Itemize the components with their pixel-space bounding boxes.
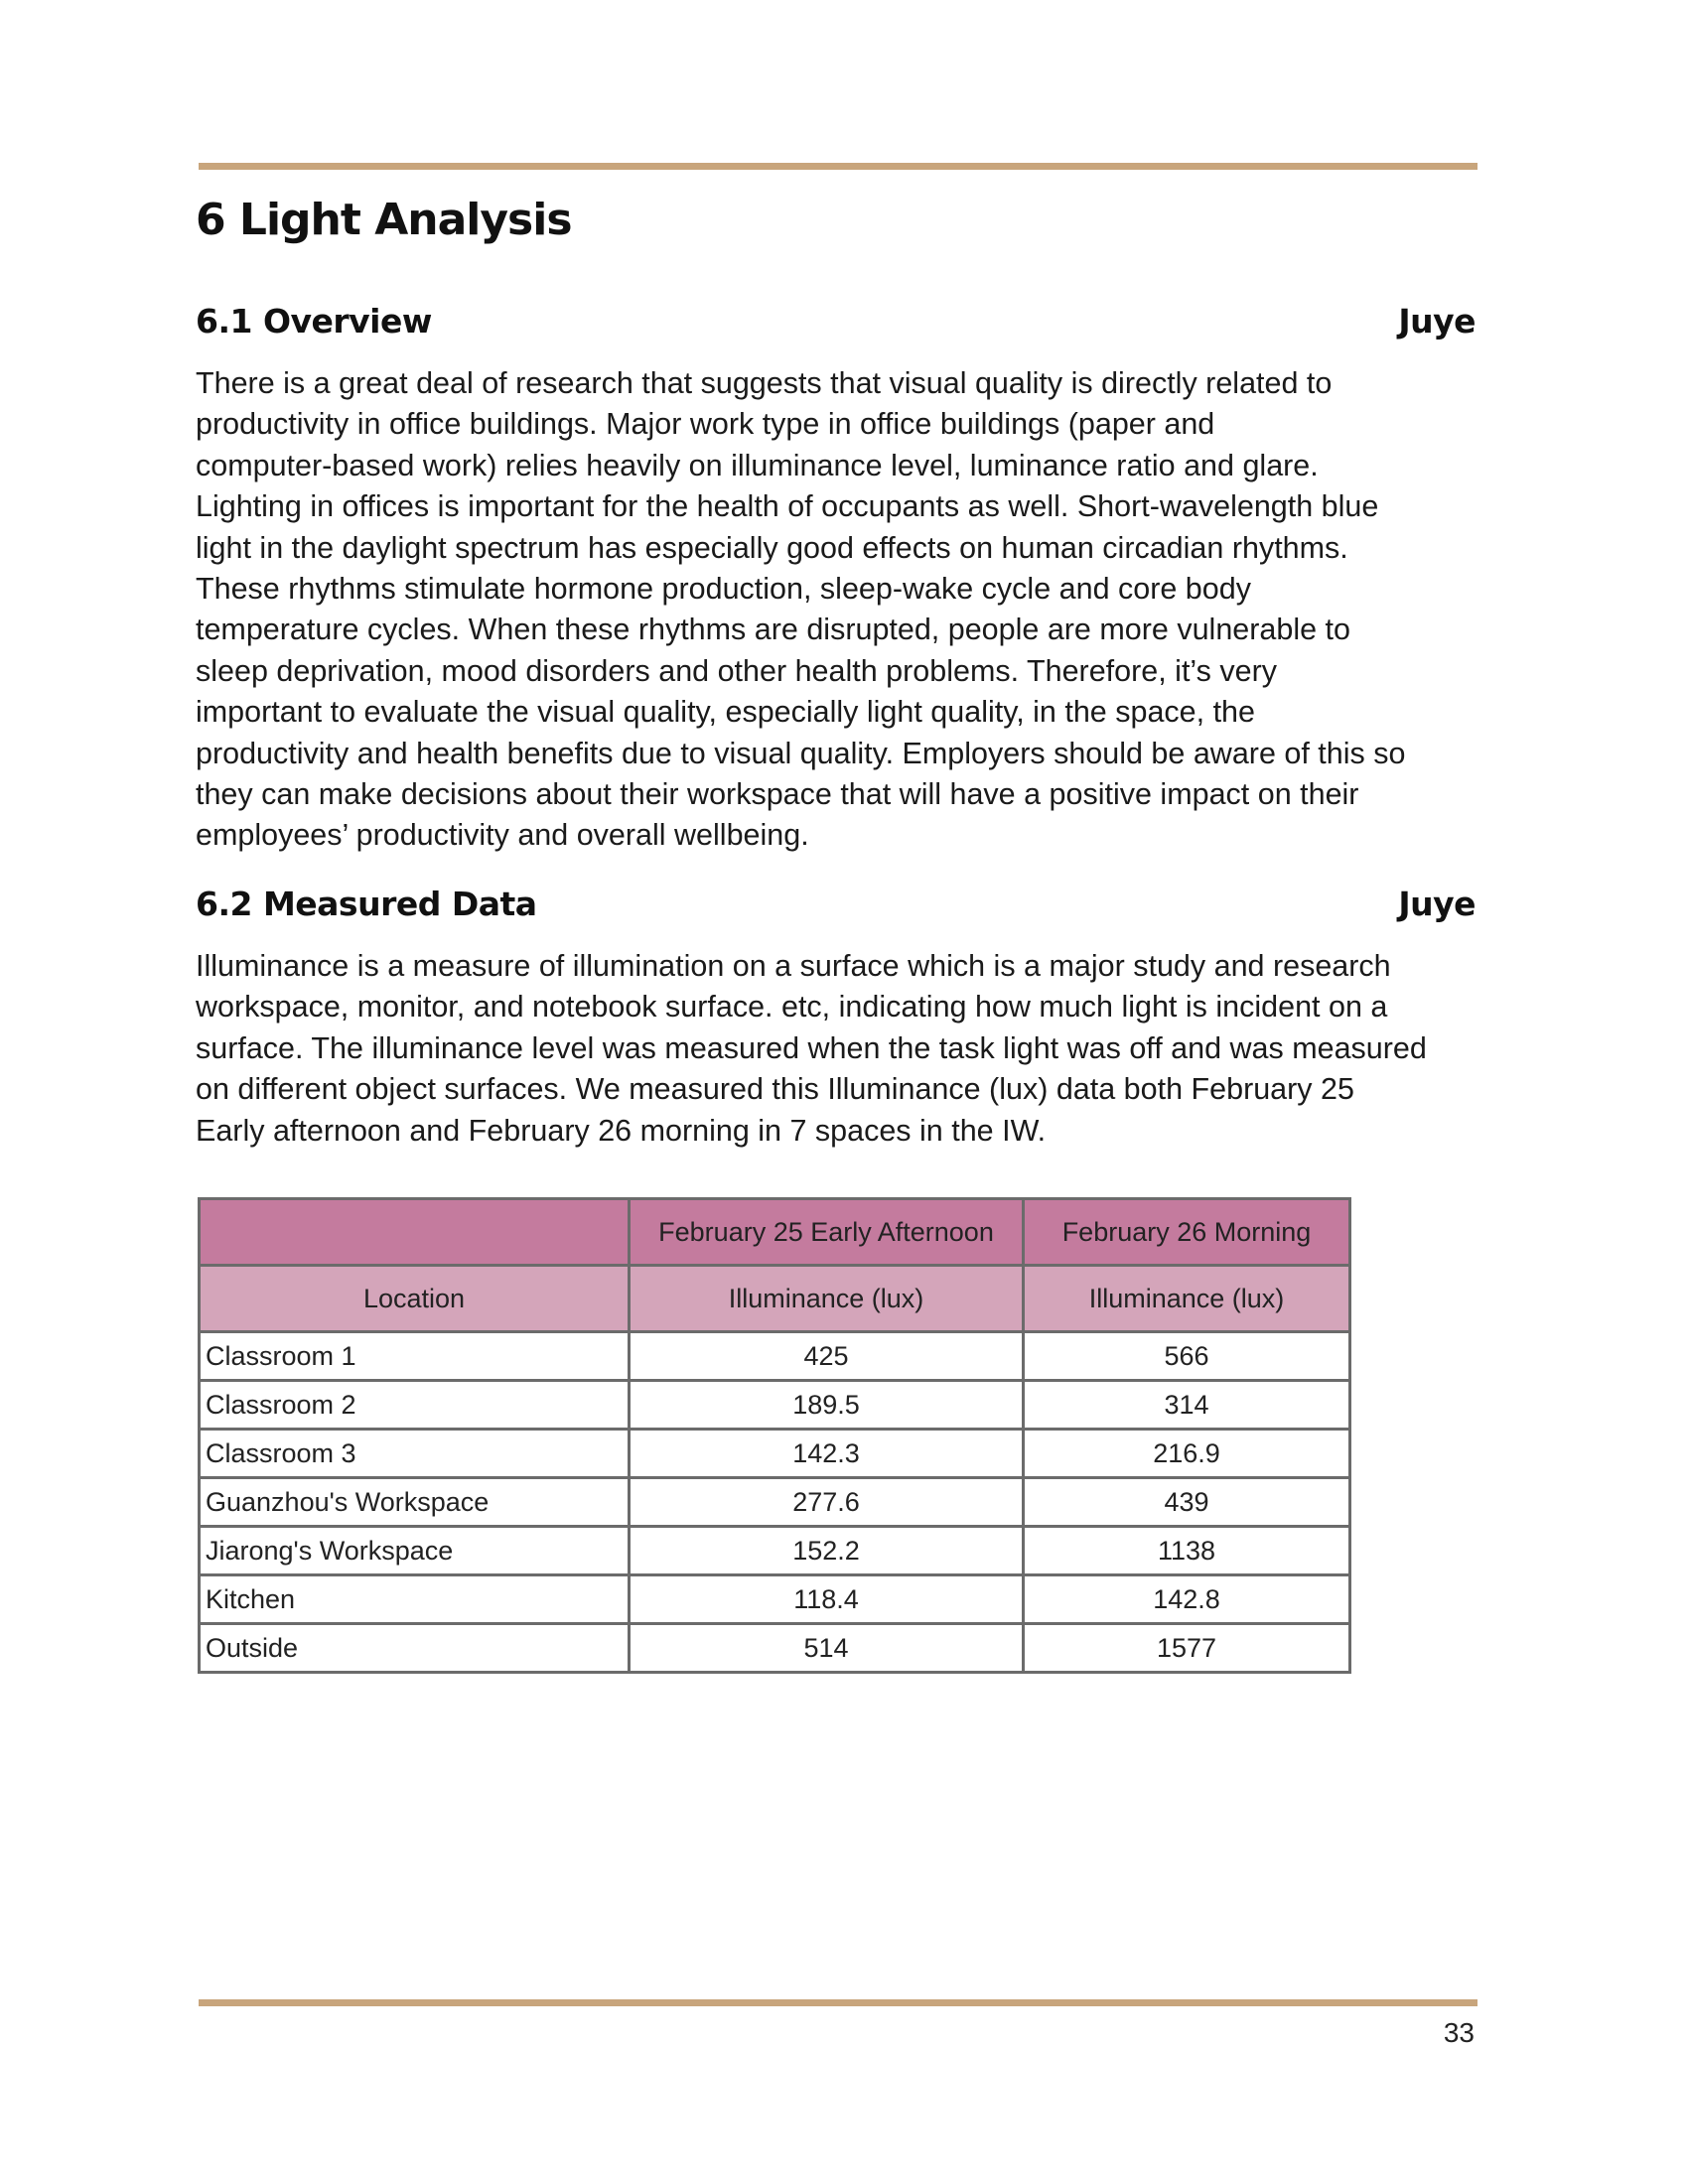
table-cell: 1138 xyxy=(1024,1527,1350,1575)
table-cell: 189.5 xyxy=(630,1381,1024,1430)
paragraph-line: sleep deprivation, mood disorders and other health problems. Therefore, it’s very xyxy=(196,653,1277,688)
table-cell: Classroom 1 xyxy=(200,1332,630,1381)
bottom-rule xyxy=(199,1999,1477,2006)
table-cell: Jiarong's Workspace xyxy=(200,1527,630,1575)
paragraph-line: surface. The illuminance level was measured when the task light was off and was measured xyxy=(196,1030,1427,1065)
paragraph-line: Illuminance is a measure of illumination on a surface which is a major study and research xyxy=(196,949,1391,983)
table-cell: 142.8 xyxy=(1024,1575,1350,1624)
table-cell: Classroom 2 xyxy=(200,1381,630,1430)
paragraph-line: Early afternoon and February 26 morning in 7 spaces in the IW. xyxy=(196,1113,1047,1148)
paragraph-line: workspace, monitor, and notebook surface. etc, indicating how much light is incident on a xyxy=(196,990,1388,1024)
paragraph-line: important to evaluate the visual quality, especially light quality, in the space, the xyxy=(196,695,1255,730)
table-header-row xyxy=(200,1266,1350,1332)
paragraph-line: There is a great deal of research that suggests that visual quality is directly related to xyxy=(196,366,1333,400)
table-row xyxy=(200,1332,1350,1381)
table-cell: Illuminance (lux) xyxy=(1024,1266,1350,1332)
table-cell: 216.9 xyxy=(1024,1430,1350,1478)
paragraph-line: they can make decisions about their workspace that will have a positive impact on their xyxy=(196,777,1359,812)
table-cell: Classroom 3 xyxy=(200,1430,630,1478)
table-row xyxy=(200,1430,1350,1478)
paragraph-line: temperature cycles. When these rhythms are disrupted, people are more vulnerable to xyxy=(196,613,1350,647)
section-author-measured-data: Juye xyxy=(1398,885,1476,923)
table-row xyxy=(200,1381,1350,1430)
table-row xyxy=(200,1527,1350,1575)
page-number: 33 xyxy=(1443,2017,1475,2048)
table-cell: Guanzhou's Workspace xyxy=(200,1478,630,1527)
table-cell: 566 xyxy=(1024,1332,1350,1381)
table-cell xyxy=(200,1199,630,1266)
table-cell: 277.6 xyxy=(630,1478,1024,1527)
table-cell: Kitchen xyxy=(200,1575,630,1624)
paragraph-line: Lighting in offices is important for the health of occupants as well. Short-wavelength blue xyxy=(196,489,1379,524)
table-header-row xyxy=(200,1199,1350,1266)
illuminance-table xyxy=(198,1197,1351,1674)
paragraph-line: productivity and health benefits due to visual quality. Employers should be aware of this so xyxy=(196,736,1406,770)
table-cell: 514 xyxy=(630,1624,1024,1673)
table-row xyxy=(200,1624,1350,1673)
table-cell: Illuminance (lux) xyxy=(630,1266,1024,1332)
paragraph-line: productivity in office buildings. Major work type in office buildings (paper and xyxy=(196,407,1215,442)
table-cell: February 26 Morning xyxy=(1024,1199,1350,1266)
table-cell: 439 xyxy=(1024,1478,1350,1527)
section-title-measured-data: 6.2 Measured Data xyxy=(196,885,537,923)
paragraph-line: These rhythms stimulate hormone production, sleep-wake cycle and core body xyxy=(196,572,1251,607)
measured-data-paragraph xyxy=(196,946,1427,1152)
section-title-overview: 6.1 Overview xyxy=(196,302,432,341)
paragraph-line: on different object surfaces. We measured this Illuminance (lux) data both February 25 xyxy=(196,1072,1354,1107)
chapter-title: 6 Light Analysis xyxy=(196,195,572,245)
table-cell: February 25 Early Afternoon xyxy=(630,1199,1024,1266)
table-cell: 118.4 xyxy=(630,1575,1024,1624)
table-row xyxy=(200,1575,1350,1624)
table-cell: Outside xyxy=(200,1624,630,1673)
paragraph-line: employees’ productivity and overall wellbeing. xyxy=(196,818,809,853)
table-cell: 142.3 xyxy=(630,1430,1024,1478)
table-cell: Location xyxy=(200,1266,630,1332)
top-rule xyxy=(199,163,1477,170)
section-author-overview: Juye xyxy=(1398,302,1476,341)
paragraph-line: computer-based work) relies heavily on illuminance level, luminance ratio and glare. xyxy=(196,448,1319,482)
table-cell: 314 xyxy=(1024,1381,1350,1430)
table-row xyxy=(200,1478,1350,1527)
paragraph-line: light in the daylight spectrum has especially good effects on human circadian rhythms. xyxy=(196,530,1348,565)
table-cell: 152.2 xyxy=(630,1527,1024,1575)
table-cell: 1577 xyxy=(1024,1624,1350,1673)
table-cell: 425 xyxy=(630,1332,1024,1381)
overview-paragraph xyxy=(196,363,1405,857)
